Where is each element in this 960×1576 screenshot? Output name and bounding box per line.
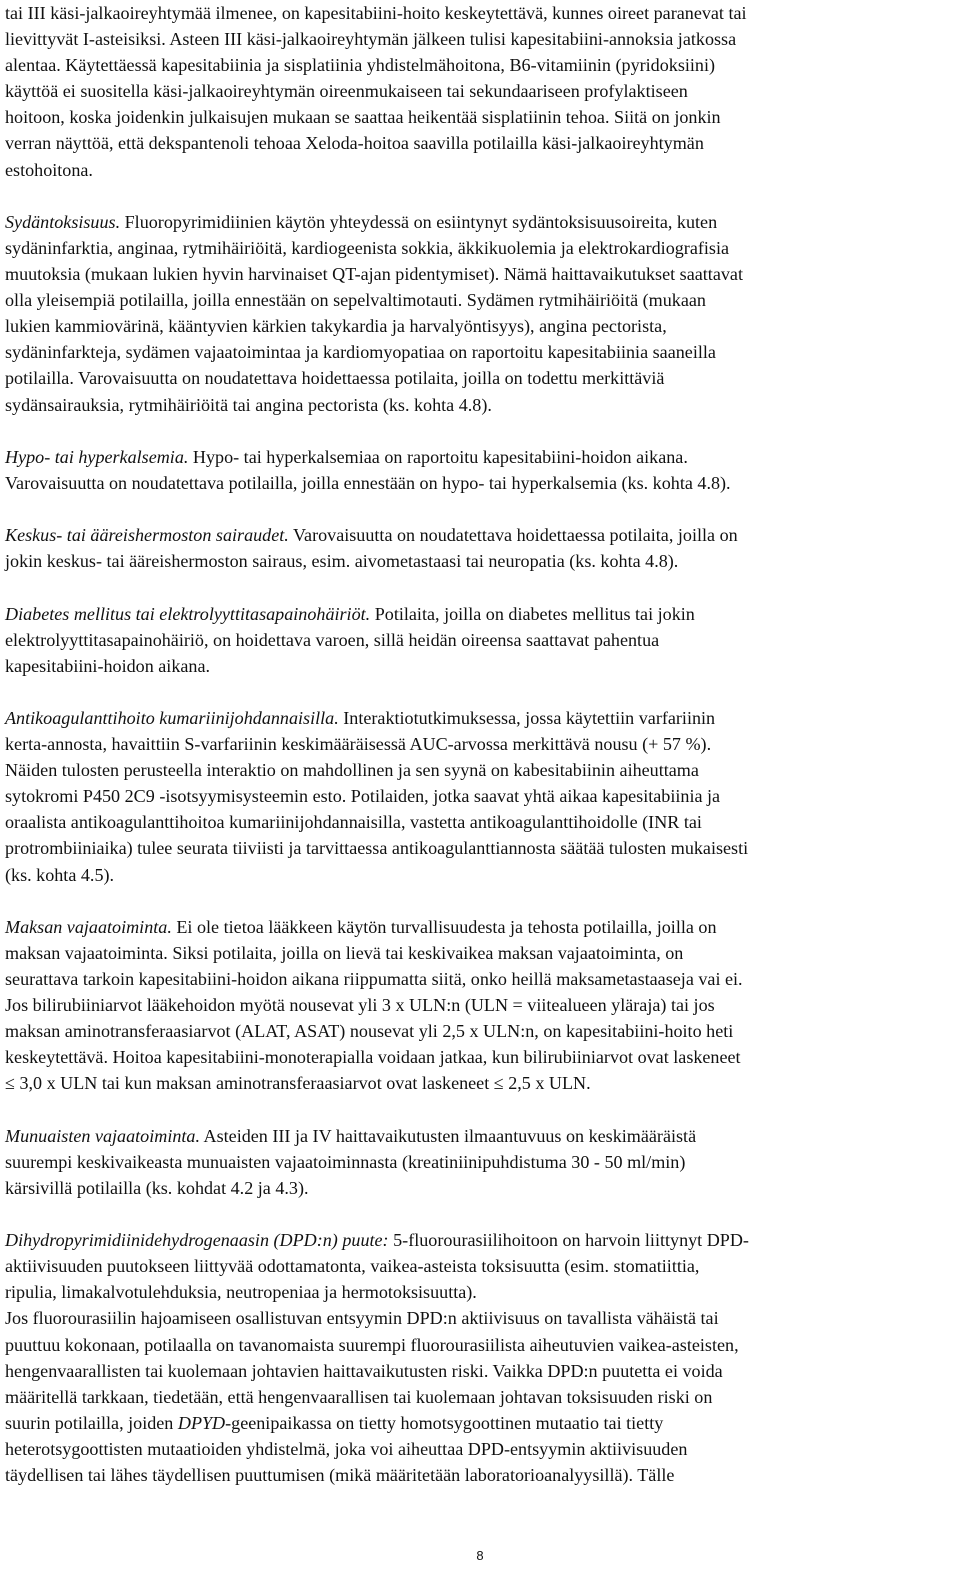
paragraph-kidney-impairment <box>5 1123 955 1201</box>
text-line: hoitoon, koska joidenkin julkaisujen mukaan se saattaa heikentää sisplatiinin tehoa. Siitä on jonkin <box>5 107 721 128</box>
paragraph-calcium <box>5 444 955 496</box>
text-span: Interaktiotutkimuksessa, jossa käytettiin varfariinin <box>338 708 716 728</box>
text-line: aktiivisuuden puutokseen liittyvää odottamatonta, vaikea-asteista toksisuutta (esim. stomatiittia, <box>5 1256 700 1277</box>
text-line: oraalista antikoagulanttihoitoa kumariinijohdannaisilla, vastetta antikoagulanttihoidolle (INR tai <box>5 812 702 833</box>
text-line: (ks. kohta 4.5). <box>5 864 115 885</box>
text-line: hengenvaarallisten tai kuolemaan johtavien haittavaikutusten riski. Vaikka DPD:n puutetta ei voida <box>5 1360 723 1381</box>
text-line: lukien kammiovärinä, kääntyvien kärkien takykardia ja harvalyöntisyys), angina pectorista, <box>5 316 667 337</box>
section-heading: Maksan vajaatoiminta. <box>5 916 172 937</box>
text-line: jokin keskus- tai ääreishermoston sairaus, esim. aivometastaasi tai neuropatia (ks. kohta 4.8). <box>5 551 679 572</box>
text-line: olla yleisempiä potilailla, joilla ennestään on sepelvaltimotauti. Sydämen rytmihäiriöitä (mukaan <box>5 290 706 311</box>
text-line: sydänsairauksia, rytmihäiriöitä tai angina pectorista (ks. kohta 4.8). <box>5 394 492 415</box>
text-line: ≤ 3,0 x ULN tai kun maksan aminotransferaasiarvot ovat laskeneet ≤ 2,5 x ULN. <box>5 1073 591 1094</box>
text-line: seurattava tarkoin kapesitabiini-hoidon aikana riippumatta siitä, onko heillä maksametastaaseja vai ei. <box>5 969 743 990</box>
text-line: Jos fluorourasiilin hajoamiseen osallistuvan entsyymin DPD:n aktiivisuus on tavallista vähäistä tai <box>5 1308 719 1329</box>
text-line: alentaa. Käytettäessä kapesitabiinia ja sisplatiinia yhdistelmähoitona, B6-vitamiinin (pyridoksiini) <box>5 55 716 76</box>
text-line: käyttöä ei suositella käsi-jalkaoireyhtymän oireenmukaiseen tai sekundaariseen profylaktiseen <box>5 81 688 102</box>
text-span: Hypo- tai hyperkalsemiaa on raportoitu kapesitabiini-hoidon aikana. <box>188 446 688 467</box>
paragraph-liver-impairment <box>5 914 955 1097</box>
section-heading: Munuaisten vajaatoiminta. <box>5 1125 200 1146</box>
text-line: sydäninfarktia, anginaa, rytmihäiriöitä, kardiogeenista sokkia, äkkikuolemia ja elektrokardiografisia <box>5 237 730 258</box>
paragraph-diabetes <box>5 601 955 679</box>
text-line: määritellä tarkkaan, tiedetään, että hengenvaarallisen tai kuolemaan johtavan toksisuuden riski on <box>5 1386 713 1407</box>
text-line: suurempi keskivaikeasta munuaisten vajaatoiminnasta (kreatiniinipuhdistuma 30 - 50 ml/min) <box>5 1151 686 1172</box>
gene-name: DPYD <box>177 1412 226 1433</box>
page-number: 8 <box>476 1548 484 1563</box>
section-heading: Diabetes mellitus tai elektrolyyttitasapainohäiriöt. <box>5 603 371 624</box>
text-line: kerta-annosta, havaittiin S-varfariinin keskimääräisessä AUC-arvossa merkittävä nousu (+ 57 %). <box>5 734 712 755</box>
text-span: -geenipaikassa on tietty homotsygoottinen mutaatio tai tietty <box>225 1412 664 1433</box>
text-line: kärsivillä potilailla (ks. kohdat 4.2 ja 4.3). <box>5 1177 309 1198</box>
text-line: elektrolyyttitasapainohäiriö, on hoidettava varoen, sillä heidän oireensa saattavat pahentua <box>5 629 660 650</box>
text-line: verran näyttöä, että dekspantenoli tehoaa Xeloda-hoitoa saavilla potilailla käsi-jalkaoireyhtymän <box>5 133 704 154</box>
text-span: Asteiden III ja IV haittavaikutusten ilmaantuvuus on keskimääräistä <box>200 1125 697 1146</box>
section-heading: Sydäntoksisuus. <box>5 211 121 232</box>
text-line: tai III käsi-jalkaoireyhtymää ilmenee, on kapesitabiini-hoito keskeytettävä, kunnes oireet paranevat tai <box>5 3 747 23</box>
text-line: täydellisen tai lähes täydellisen puuttumisen (mikä määritetään laboratorioanalyysillä). Tälle <box>5 1465 675 1485</box>
paragraph-hand-foot-syndrome <box>5 0 955 183</box>
text-line: estohoitona. <box>5 159 93 180</box>
text-span: suurin potilailla, joiden <box>5 1412 178 1433</box>
text-span: Ei ole tietoa lääkkeen käytön turvallisuudesta ja tehosta potilailla, joilla on <box>171 916 717 937</box>
paragraph-cardiotoxicity <box>5 209 955 418</box>
text-span: Potilaita, joilla on diabetes mellitus tai jokin <box>370 603 695 624</box>
text-span: Varovaisuutta on noudatettava hoidettaessa potilaita, joilla on <box>288 525 738 546</box>
text-line: protrombiiniaika) tulee seurata tiiviisti ja tarvittaessa antikoagulanttiannosta säätää tulosten mukaisesti <box>5 838 749 859</box>
text-line: sydäninfarkteja, sydämen vajaatoimintaa ja kardiomyopatiaa on raportoitu kapesitabiinia saaneilla <box>5 342 716 363</box>
text-line: heterotsygoottisten mutaatioiden yhdistelmä, joka voi aiheuttaa DPD-entsyymin aktiivisuuden <box>5 1438 688 1459</box>
document-page <box>5 0 955 1488</box>
paragraph-nervous-system <box>5 522 955 574</box>
text-line: muutoksia (mukaan lukien hyvin harvinaiset QT-ajan pidentymiset). Nämä haittavaikutukset saattavat <box>5 264 743 285</box>
text-span: 5-fluorourasiilihoitoon on harvoin liittynyt DPD- <box>388 1230 749 1251</box>
paragraph-anticoagulant <box>5 705 955 888</box>
text-line: maksan aminotransferaasiarvot (ALAT, ASAT) nousevat yli 2,5 x ULN:n, on kapesitabiini-hoito heti <box>5 1021 734 1042</box>
text-line: Jos bilirubiiniarvot lääkehoidon myötä nousevat yli 3 x ULN:n (ULN = viitealueen yläraja) tai jos <box>5 995 715 1016</box>
paragraph-dpd-deficiency <box>5 1227 955 1488</box>
text-span: Fluoropyrimidiinien käytön yhteydessä on esiintynyt sydäntoksisuusoireita, kuten <box>120 211 718 232</box>
text-line: potilailla. Varovaisuutta on noudatettava hoidettaessa potilaita, joilla on todettu merkittäviä <box>5 368 665 389</box>
text-line: Varovaisuutta on noudatettava potilailla, joilla ennestään on hypo- tai hyperkalsemia (ks. kohta 4.8). <box>5 472 731 493</box>
text-line: ripulia, limakalvotulehduksia, neutropeniaa ja hermotoksisuutta). <box>5 1282 477 1303</box>
text-line: maksan vajaatoiminta. Siksi potilaita, joilla on lievä tai keskivaikea maksan vajaatoiminta, on <box>5 942 684 963</box>
text-line: kapesitabiini-hoidon aikana. <box>5 655 211 676</box>
text-line: puuttuu kokonaan, potilaalla on tavanomaista suurempi fluorourasiilista aiheutuvien vaikea-asteisten, <box>5 1334 739 1355</box>
text-line: Näiden tulosten perusteella interaktio on mahdollinen ja sen syynä on kabesitabiinin aiheuttama <box>5 760 699 781</box>
section-heading: Dihydropyrimidiinidehydrogenaasin (DPD:n) puute: <box>5 1230 389 1251</box>
section-heading: Hypo- tai hyperkalsemia. <box>5 446 189 467</box>
section-heading: Antikoagulanttihoito kumariinijohdannaisilla. <box>5 708 339 728</box>
text-line: keskeytettävä. Hoitoa kapesitabiini-monoterapialla voidaan jatkaa, kun bilirubiiniarvot ovat laskeneet <box>5 1047 741 1068</box>
text-line: lievittyvät I-asteisiksi. Asteen III käsi-jalkaoireyhtymän jälkeen tulisi kapesitabiini-annoksia jatkossa <box>5 29 737 50</box>
text-line: sytokromi P450 2C9 -isotsyymisysteemin esto. Potilaiden, jotka saavat yhtä aikaa kapesitabiinia ja <box>5 786 721 807</box>
section-heading: Keskus- tai ääreishermoston sairaudet. <box>5 525 289 546</box>
